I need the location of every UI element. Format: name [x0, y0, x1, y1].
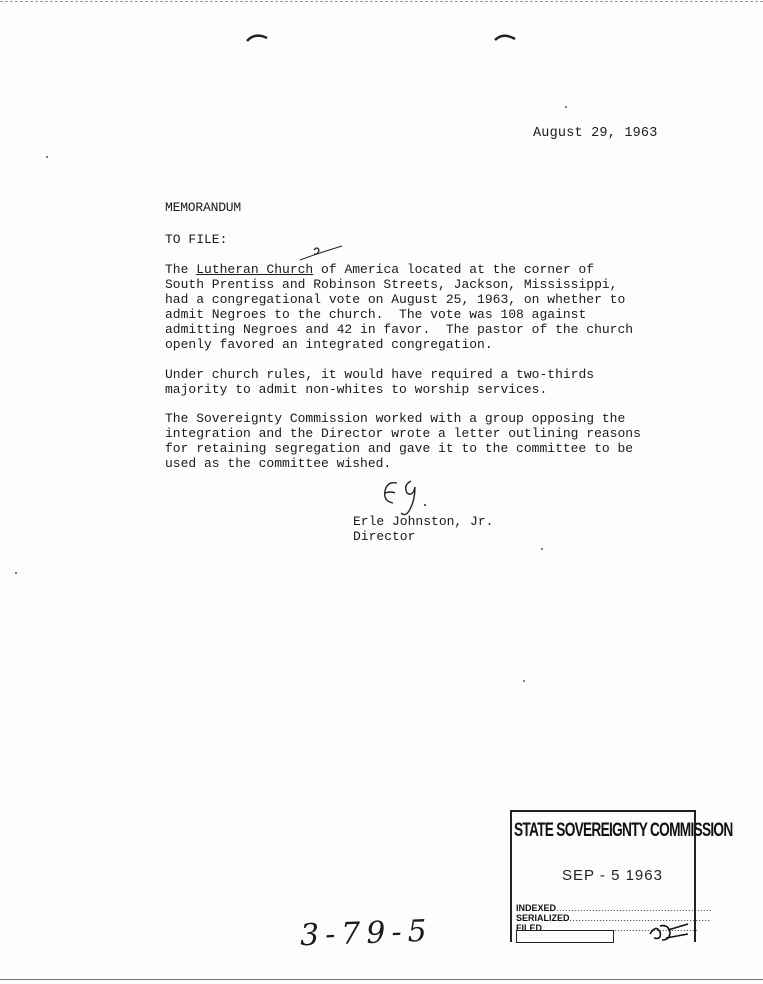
punch-hole-mark-right — [493, 32, 517, 44]
stamp-filed-row: FILED.................................................... — [516, 923, 699, 933]
memo-paragraph-commission — [165, 411, 641, 471]
signatory-title: Director — [353, 529, 416, 544]
paragraph-line: openly favored an integrated congregation. — [165, 337, 493, 352]
handwritten-correction-mark — [296, 244, 346, 264]
stamp-indexed-row: INDEXED.................................................... — [516, 903, 713, 913]
page-bottom-edge — [0, 979, 763, 980]
punch-hole-mark-left — [245, 32, 269, 44]
paragraph-line: majority to admit non-whites to worship services. — [165, 382, 548, 397]
stamp-entry-box — [516, 930, 614, 943]
paragraph-line: admit Negroes to the church. The vote was 108 against — [165, 307, 587, 322]
page-top-edge — [0, 1, 763, 2]
stamp-border — [510, 810, 512, 942]
paragraph-text: The — [165, 262, 197, 277]
paragraph-line: used as the committee wished. — [165, 456, 392, 471]
memo-paragraph-rules — [165, 367, 635, 397]
stamp-indexed-label: INDEXED — [516, 903, 557, 913]
signatory-name: Erle Johnston, Jr. — [353, 514, 494, 529]
paragraph-line: for retaining segregation and gave it to the committee to be — [165, 441, 634, 456]
stamp-border — [510, 810, 696, 812]
memo-paragraph-vote — [165, 262, 635, 352]
scan-speck — [565, 106, 567, 108]
commission-received-stamp — [510, 810, 733, 942]
scan-speck — [523, 680, 525, 682]
memo-recipient: TO FILE: — [165, 232, 228, 247]
handwritten-file-number: 3-79-5 — [299, 913, 434, 954]
paragraph-line: admitting Negroes and 42 in favor. The pastor of the church — [165, 322, 634, 337]
memo-date: August 29, 1963 — [533, 126, 658, 141]
stamp-filed-label: FILED — [516, 923, 542, 933]
paragraph-line: integration and the Director wrote a letter outlining reasons — [165, 426, 641, 441]
scan-speck — [541, 548, 543, 550]
paragraph-line: had a congregational vote on August 25, 1963, on whether to — [165, 292, 626, 307]
stamp-date: SEP - 5 1963 — [562, 867, 663, 884]
paragraph-line: The Sovereignty Commission worked with a group opposing the — [165, 411, 626, 426]
paragraph-line: South Prentiss and Robinson Streets, Jackson, Mississippi, — [165, 277, 618, 292]
scan-speck — [15, 572, 17, 574]
church-name: Lutheran Church — [196, 262, 314, 277]
signature-block — [353, 514, 493, 544]
paragraph-text: of America located at the corner of — [313, 262, 595, 277]
stamp-serialized-row: SERIALIZED............................................... — [516, 913, 711, 923]
paragraph-line: Under church rules, it would have required a two-thirds — [165, 367, 595, 382]
stamp-serialized-label: SERIALIZED — [516, 913, 570, 923]
stamp-title: STATE SOVEREIGNTY COMMISSION — [514, 820, 733, 841]
memo-heading: MEMORANDUM — [165, 200, 242, 215]
scan-speck — [46, 156, 48, 158]
handwritten-stamp-scrawl — [646, 920, 692, 942]
